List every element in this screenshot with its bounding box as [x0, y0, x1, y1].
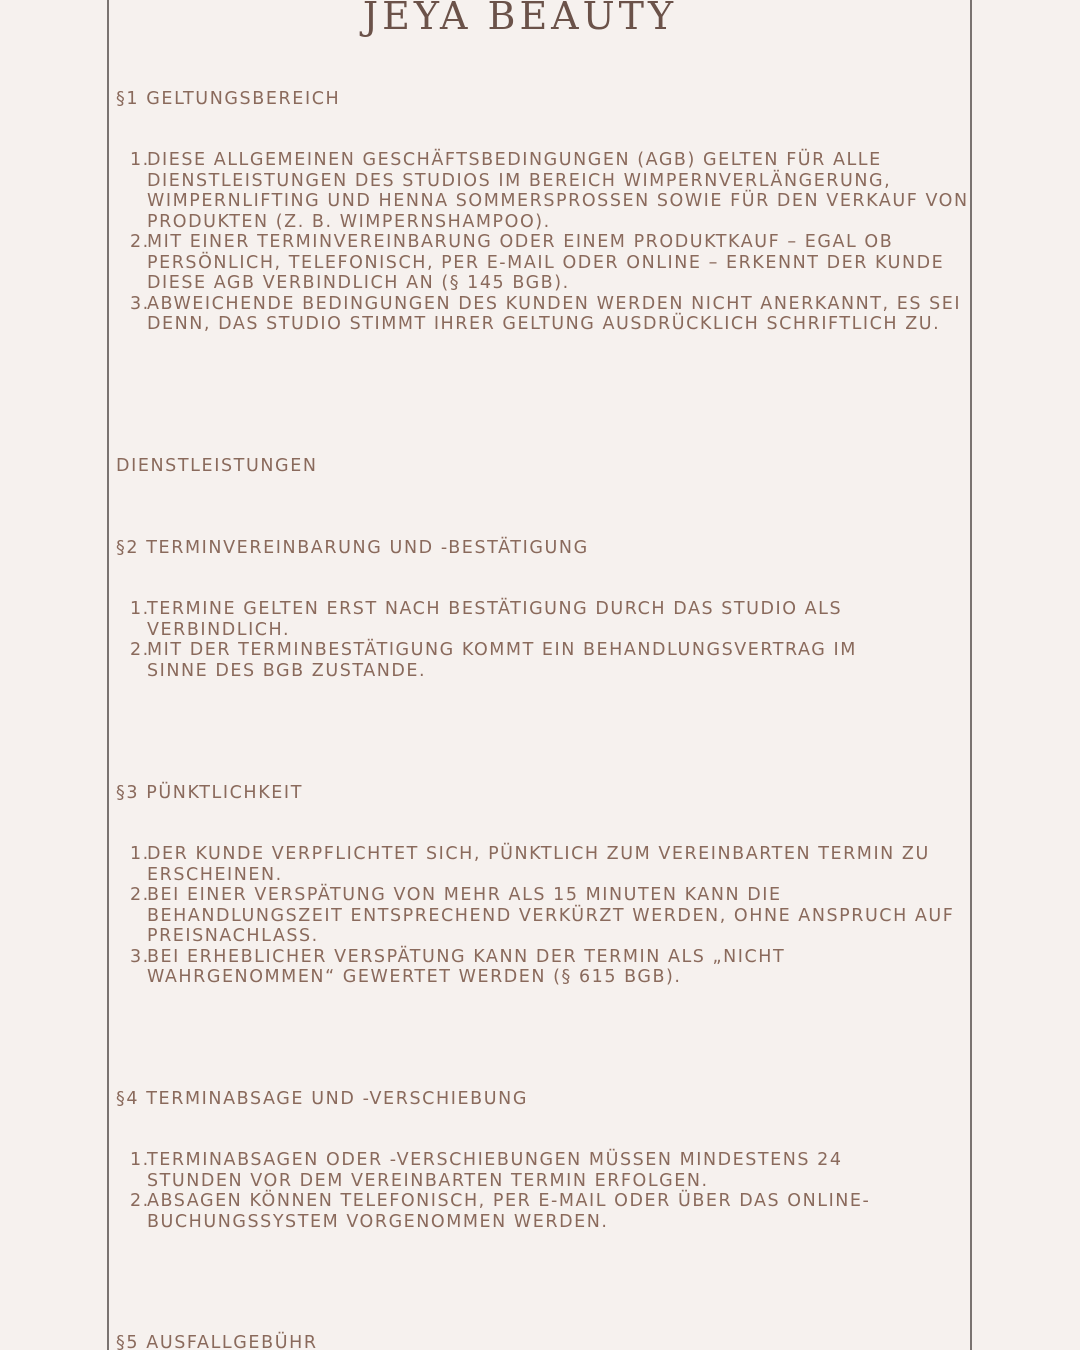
list-item: 1. TERMINE GELTEN ERST NACH BESTÄTIGUNG DURCH DAS STUDIO ALS VERBINDLICH. — [130, 599, 843, 640]
list-item: 1. DIESE ALLGEMEINEN GESCHÄFTSBEDINGUNGEN (AGB) GELTEN FÜR ALLE DIENSTLEISTUNGEN DES STUDIOS IM BEREICH WIMPERNVERLÄNGERUNG, WIMPERNLIFTING UND HENNA SOMMERSPROSSEN SOWIE FÜR DEN VERKAUF VON PRODUKTEN (Z. B. WIMPERNSHAMPOO). — [130, 150, 969, 232]
section-list-terminabsage — [116, 1150, 916, 1232]
list-item: 2. ABSAGEN KÖNNEN TELEFONISCH, PER E-MAIL ODER ÜBER DAS ONLINE-BUCHUNGSSYSTEM VORGENOMMEN WERDEN. — [130, 1191, 871, 1232]
section-heading-geltungsbereich: §1 GELTUNGSBEREICH — [116, 89, 341, 109]
list-item: 2. BEI EINER VERSPÄTUNG VON MEHR ALS 15 MINUTEN KANN DIE BEHANDLUNGSZEIT ENTSPRECHEND VERKÜRZT WERDEN, OHNE ANSPRUCH AUF PREISNACHLASS. — [130, 885, 955, 946]
list-item: 1. DER KUNDE VERPFLICHTET SICH, PÜNKTLICH ZUM VEREINBARTEN TERMIN ZU ERSCHEINEN. — [130, 844, 930, 885]
section-heading-terminvereinbarung: §2 TERMINVEREINBARUNG UND -BESTÄTIGUNG — [116, 538, 589, 558]
section-list-geltungsbereich — [116, 150, 976, 335]
section-heading-ausfallgebuehr: §5 AUSFALLGEBÜHR — [116, 1333, 318, 1350]
section-heading-terminabsage: §4 TERMINABSAGE UND -VERSCHIEBUNG — [116, 1089, 529, 1109]
section-list-terminvereinbarung — [116, 599, 916, 681]
section-heading-dienstleistungen: DIENSTLEISTUNGEN — [116, 456, 318, 476]
section-heading-puenktlichkeit: §3 PÜNKTLICHKEIT — [116, 783, 303, 803]
left-border-line — [107, 0, 109, 1350]
list-item: 3. ABWEICHENDE BEDINGUNGEN DES KUNDEN WERDEN NICHT ANERKANNT, ES SEI DENN, DAS STUDIO STIMMT IHRER GELTUNG AUSDRÜCKLICH SCHRIFTLICH ZU. — [130, 293, 962, 334]
list-item: 2. MIT EINER TERMINVEREINBARUNG ODER EINEM PRODUKTKAUF – EGAL OB PERSÖNLICH, TELEFONISCH, PER E-MAIL ODER ONLINE – ERKENNT DER KUNDE DIESE AGB VERBINDLICH AN (§ 145 BGB). — [130, 232, 945, 293]
brand-title: JEYA BEAUTY — [362, 0, 678, 38]
list-item: 2. MIT DER TERMINBESTÄTIGUNG KOMMT EIN BEHANDLUNGSVERTRAG IM SINNE DES BGB ZUSTANDE. — [130, 640, 857, 681]
list-item: 1. TERMINABSAGEN ODER -VERSCHIEBUNGEN MÜSSEN MINDESTENS 24 STUNDEN VOR DEM VEREINBARTEN TERMIN ERFOLGEN. — [130, 1150, 843, 1191]
list-item: 3. BEI ERHEBLICHER VERSPÄTUNG KANN DER TERMIN ALS „NICHT WAHRGENOMMEN“ GEWERTET WERDEN (§ 615 BGB). — [130, 946, 786, 987]
section-list-puenktlichkeit — [116, 844, 976, 988]
